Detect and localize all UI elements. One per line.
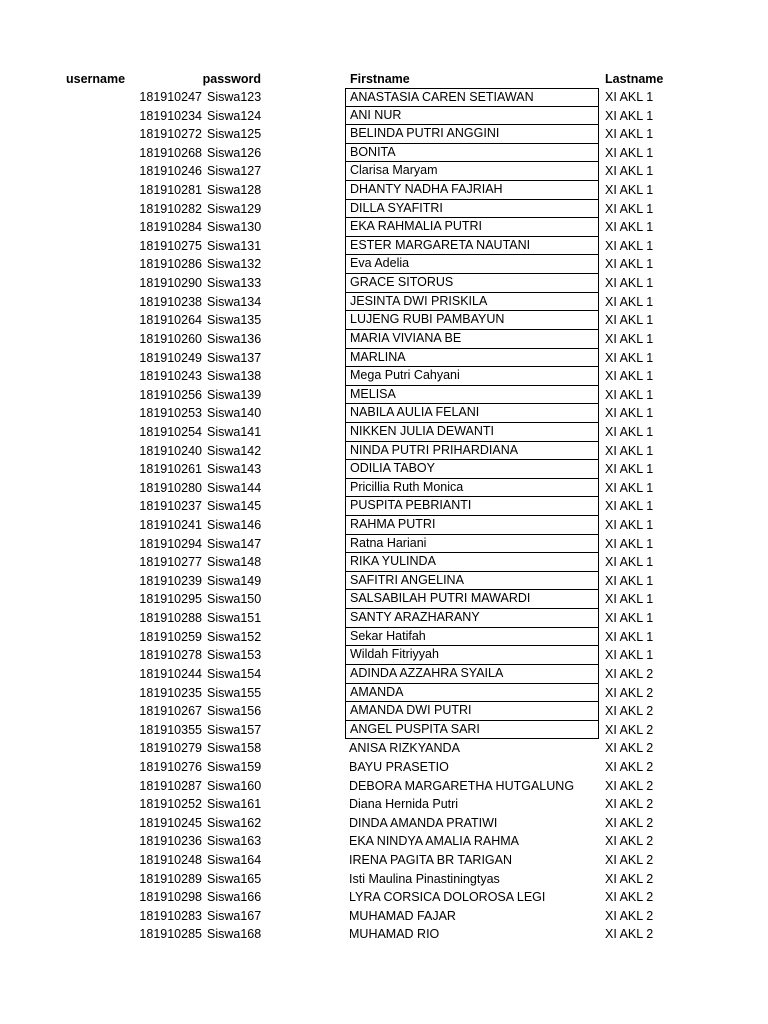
firstname-cell: RIKA YULINDA [345, 553, 599, 572]
table-row [0, 907, 768, 926]
password-cell: Siswa135 [207, 313, 262, 328]
firstname-cell: NINDA PUTRI PRIHARDIANA [345, 442, 599, 461]
table-row [0, 200, 768, 219]
username-cell: 181910246 [139, 164, 202, 179]
table-row [0, 851, 768, 870]
firstname-cell: LYRA CORSICA DOLOROSA LEGI [349, 890, 546, 905]
table-row [0, 553, 768, 572]
password-cell: Siswa124 [207, 108, 262, 123]
lastname-cell: XI AKL 1 [605, 331, 654, 346]
password-cell: Siswa130 [207, 220, 262, 235]
password-cell: Siswa163 [207, 834, 262, 849]
lastname-cell: XI AKL 1 [605, 499, 654, 514]
password-cell: Siswa144 [207, 480, 262, 495]
firstname-cell: Pricillia Ruth Monica [345, 479, 599, 498]
password-cell: Siswa146 [207, 518, 262, 533]
header-username: username [66, 72, 126, 86]
username-cell: 181910241 [139, 518, 202, 533]
username-cell: 181910277 [139, 555, 202, 570]
lastname-cell: XI AKL 2 [605, 722, 654, 737]
table-row [0, 460, 768, 479]
firstname-cell: EKA NINDYA AMALIA RAHMA [349, 834, 519, 849]
lastname-cell: XI AKL 1 [605, 443, 654, 458]
student-table [0, 88, 768, 944]
firstname-cell: Wildah Fitriyyah [345, 646, 599, 665]
username-cell: 181910248 [139, 852, 202, 867]
password-cell: Siswa148 [207, 555, 262, 570]
table-row [0, 814, 768, 833]
table-row [0, 925, 768, 944]
password-cell: Siswa167 [207, 908, 262, 923]
firstname-cell: NIKKEN JULIA DEWANTI [345, 423, 599, 442]
username-cell: 181910278 [139, 648, 202, 663]
lastname-cell: XI AKL 1 [605, 257, 654, 272]
firstname-cell: SANTY ARAZHARANY [345, 609, 599, 628]
password-cell: Siswa147 [207, 536, 262, 551]
table-row [0, 721, 768, 740]
username-cell: 181910253 [139, 406, 202, 421]
firstname-cell: ODILIA TABOY [345, 460, 599, 479]
firstname-cell: AMANDA [345, 684, 599, 703]
firstname-cell: LUJENG RUBI PAMBAYUN [345, 311, 599, 330]
password-cell: Siswa128 [207, 183, 262, 198]
username-cell: 181910236 [139, 834, 202, 849]
username-cell: 181910298 [139, 890, 202, 905]
password-cell: Siswa138 [207, 369, 262, 384]
lastname-cell: XI AKL 1 [605, 648, 654, 663]
password-cell: Siswa131 [207, 238, 262, 253]
table-row [0, 330, 768, 349]
username-cell: 181910268 [139, 145, 202, 160]
firstname-cell: BAYU PRASETIO [349, 759, 449, 774]
password-cell: Siswa157 [207, 722, 262, 737]
table-row [0, 367, 768, 386]
password-cell: Siswa154 [207, 666, 262, 681]
table-row [0, 535, 768, 554]
lastname-cell: XI AKL 2 [605, 834, 654, 849]
table-row [0, 237, 768, 256]
username-cell: 181910264 [139, 313, 202, 328]
lastname-cell: XI AKL 1 [605, 462, 654, 477]
lastname-cell: XI AKL 1 [605, 480, 654, 495]
password-cell: Siswa143 [207, 462, 262, 477]
firstname-cell: NABILA AULIA FELANI [345, 404, 599, 423]
lastname-cell: XI AKL 1 [605, 164, 654, 179]
firstname-cell: MELISA [345, 386, 599, 405]
lastname-cell: XI AKL 1 [605, 629, 654, 644]
lastname-cell: XI AKL 2 [605, 759, 654, 774]
lastname-cell: XI AKL 1 [605, 313, 654, 328]
username-cell: 181910252 [139, 797, 202, 812]
firstname-cell: SAFITRI ANGELINA [345, 572, 599, 591]
lastname-cell: XI AKL 1 [605, 406, 654, 421]
header-password: password [202, 72, 261, 86]
username-cell: 181910267 [139, 704, 202, 719]
table-row [0, 88, 768, 107]
lastname-cell: XI AKL 1 [605, 573, 654, 588]
password-cell: Siswa158 [207, 741, 262, 756]
table-row [0, 255, 768, 274]
username-cell: 181910295 [139, 592, 202, 607]
password-cell: Siswa137 [207, 350, 262, 365]
password-cell: Siswa152 [207, 629, 262, 644]
username-cell: 181910259 [139, 629, 202, 644]
username-cell: 181910282 [139, 201, 202, 216]
username-cell: 181910235 [139, 685, 202, 700]
lastname-cell: XI AKL 1 [605, 238, 654, 253]
password-cell: Siswa166 [207, 890, 262, 905]
firstname-cell: AMANDA DWI PUTRI [345, 702, 599, 721]
table-row [0, 777, 768, 796]
firstname-cell: Sekar Hatifah [345, 628, 599, 647]
username-cell: 181910279 [139, 741, 202, 756]
table-row [0, 293, 768, 312]
username-cell: 181910243 [139, 369, 202, 384]
username-cell: 181910244 [139, 666, 202, 681]
lastname-cell: XI AKL 1 [605, 555, 654, 570]
username-cell: 181910247 [139, 90, 202, 104]
firstname-cell: DEBORA MARGARETHA HUTGALUNG [349, 778, 575, 793]
username-cell: 181910289 [139, 871, 202, 886]
lastname-cell: XI AKL 2 [605, 741, 654, 756]
password-cell: Siswa165 [207, 871, 262, 886]
username-cell: 181910287 [139, 778, 202, 793]
table-row [0, 386, 768, 405]
password-cell: Siswa129 [207, 201, 262, 216]
header-firstname: Firstname [350, 72, 410, 86]
firstname-cell: GRACE SITORUS [345, 274, 599, 293]
password-cell: Siswa149 [207, 573, 262, 588]
username-cell: 181910261 [139, 462, 202, 477]
lastname-cell: XI AKL 1 [605, 536, 654, 551]
username-cell: 181910294 [139, 536, 202, 551]
table-row [0, 665, 768, 684]
lastname-cell: XI AKL 1 [605, 90, 654, 104]
lastname-cell: XI AKL 2 [605, 704, 654, 719]
username-cell: 181910234 [139, 108, 202, 123]
table-row [0, 442, 768, 461]
password-cell: Siswa150 [207, 592, 262, 607]
username-cell: 181910239 [139, 573, 202, 588]
lastname-cell: XI AKL 2 [605, 666, 654, 681]
firstname-cell: Eva Adelia [345, 255, 599, 274]
lastname-cell: XI AKL 2 [605, 852, 654, 867]
table-row [0, 125, 768, 144]
lastname-cell: XI AKL 1 [605, 108, 654, 123]
username-cell: 181910355 [139, 722, 202, 737]
firstname-cell: ESTER MARGARETA NAUTANI [345, 237, 599, 256]
username-cell: 181910276 [139, 759, 202, 774]
firstname-cell: BELINDA PUTRI ANGGINI [345, 125, 599, 144]
lastname-cell: XI AKL 1 [605, 183, 654, 198]
password-cell: Siswa155 [207, 685, 262, 700]
lastname-cell: XI AKL 1 [605, 127, 654, 142]
username-cell: 181910240 [139, 443, 202, 458]
table-row [0, 479, 768, 498]
username-cell: 181910254 [139, 424, 202, 439]
firstname-cell: Diana Hernida Putri [349, 797, 459, 812]
lastname-cell: XI AKL 2 [605, 685, 654, 700]
username-cell: 181910281 [139, 183, 202, 198]
table-row [0, 832, 768, 851]
password-cell: Siswa132 [207, 257, 262, 272]
password-cell: Siswa126 [207, 145, 262, 160]
table-row [0, 628, 768, 647]
table-row [0, 162, 768, 181]
firstname-cell: Ratna Hariani [345, 535, 599, 554]
firstname-cell: EKA RAHMALIA PUTRI [345, 218, 599, 237]
lastname-cell: XI AKL 2 [605, 927, 654, 942]
table-row [0, 497, 768, 516]
username-cell: 181910238 [139, 294, 202, 309]
username-cell: 181910275 [139, 238, 202, 253]
password-cell: Siswa142 [207, 443, 262, 458]
lastname-cell: XI AKL 2 [605, 871, 654, 886]
table-row [0, 684, 768, 703]
password-cell: Siswa162 [207, 815, 262, 830]
password-cell: Siswa151 [207, 611, 262, 626]
lastname-cell: XI AKL 1 [605, 294, 654, 309]
firstname-cell: Isti Maulina Pinastiningtyas [349, 871, 500, 886]
table-row [0, 572, 768, 591]
username-cell: 181910280 [139, 480, 202, 495]
password-cell: Siswa153 [207, 648, 262, 663]
table-row [0, 144, 768, 163]
password-cell: Siswa133 [207, 276, 262, 291]
lastname-cell: XI AKL 1 [605, 276, 654, 291]
lastname-cell: XI AKL 2 [605, 908, 654, 923]
firstname-cell: Mega Putri Cahyani [345, 367, 599, 386]
table-row [0, 516, 768, 535]
table-row [0, 795, 768, 814]
firstname-cell: DINDA AMANDA PRATIWI [349, 815, 498, 830]
table-row [0, 870, 768, 889]
password-cell: Siswa140 [207, 406, 262, 421]
table-row [0, 181, 768, 200]
firstname-cell: MUHAMAD FAJAR [349, 908, 456, 923]
username-cell: 181910283 [139, 908, 202, 923]
lastname-cell: XI AKL 1 [605, 145, 654, 160]
password-cell: Siswa136 [207, 331, 262, 346]
table-row [0, 404, 768, 423]
table-row [0, 349, 768, 368]
password-cell: Siswa159 [207, 759, 262, 774]
header-lastname: Lastname [605, 72, 664, 86]
table-row [0, 646, 768, 665]
password-cell: Siswa127 [207, 164, 262, 179]
firstname-cell: ANISA RIZKYANDA [349, 741, 460, 756]
lastname-cell: XI AKL 2 [605, 778, 654, 793]
table-row [0, 274, 768, 293]
username-cell: 181910245 [139, 815, 202, 830]
table-row [0, 702, 768, 721]
firstname-cell: DILLA SYAFITRI [345, 200, 599, 219]
password-cell: Siswa145 [207, 499, 262, 514]
password-cell: Siswa164 [207, 852, 262, 867]
username-cell: 181910272 [139, 127, 202, 142]
lastname-cell: XI AKL 2 [605, 797, 654, 812]
firstname-cell: Clarisa Maryam [345, 162, 599, 181]
lastname-cell: XI AKL 1 [605, 424, 654, 439]
table-row [0, 758, 768, 777]
password-cell: Siswa156 [207, 704, 262, 719]
lastname-cell: XI AKL 1 [605, 592, 654, 607]
username-cell: 181910290 [139, 276, 202, 291]
lastname-cell: XI AKL 1 [605, 611, 654, 626]
lastname-cell: XI AKL 1 [605, 387, 654, 402]
table-row [0, 739, 768, 758]
firstname-cell: MUHAMAD RIO [349, 927, 440, 942]
lastname-cell: XI AKL 1 [605, 369, 654, 384]
password-cell: Siswa161 [207, 797, 262, 812]
table-row [0, 218, 768, 237]
username-cell: 181910284 [139, 220, 202, 235]
password-cell: Siswa168 [207, 927, 262, 942]
table-row [0, 311, 768, 330]
firstname-cell: MARLINA [345, 349, 599, 368]
password-cell: Siswa139 [207, 387, 262, 402]
password-cell: Siswa125 [207, 127, 262, 142]
firstname-cell: MARIA VIVIANA BE [345, 330, 599, 349]
table-row [0, 609, 768, 628]
table-row [0, 423, 768, 442]
password-cell: Siswa123 [207, 90, 262, 104]
firstname-cell: ANGEL PUSPITA SARI [345, 721, 599, 740]
firstname-cell: ADINDA AZZAHRA SYAILA [345, 665, 599, 684]
lastname-cell: XI AKL 1 [605, 201, 654, 216]
table-row [0, 888, 768, 907]
lastname-cell: XI AKL 2 [605, 890, 654, 905]
firstname-cell: ANASTASIA CAREN SETIAWAN [345, 88, 599, 107]
firstname-cell: IRENA PAGITA BR TARIGAN [349, 852, 513, 867]
firstname-cell: PUSPITA PEBRIANTI [345, 497, 599, 516]
lastname-cell: XI AKL 1 [605, 350, 654, 365]
username-cell: 181910256 [139, 387, 202, 402]
password-cell: Siswa160 [207, 778, 262, 793]
username-cell: 181910288 [139, 611, 202, 626]
firstname-cell: JESINTA DWI PRISKILA [345, 293, 599, 312]
username-cell: 181910285 [139, 927, 202, 942]
firstname-cell: DHANTY NADHA FAJRIAH [345, 181, 599, 200]
lastname-cell: XI AKL 2 [605, 815, 654, 830]
firstname-cell: RAHMA PUTRI [345, 516, 599, 535]
firstname-cell: ANI NUR [345, 107, 599, 126]
username-cell: 181910286 [139, 257, 202, 272]
lastname-cell: XI AKL 1 [605, 220, 654, 235]
username-cell: 181910260 [139, 331, 202, 346]
firstname-cell: BONITA [345, 144, 599, 163]
table-row [0, 590, 768, 609]
table-row [0, 107, 768, 126]
firstname-cell: SALSABILAH PUTRI MAWARDI [345, 590, 599, 609]
lastname-cell: XI AKL 1 [605, 518, 654, 533]
username-cell: 181910249 [139, 350, 202, 365]
password-cell: Siswa134 [207, 294, 262, 309]
username-cell: 181910237 [139, 499, 202, 514]
password-cell: Siswa141 [207, 424, 262, 439]
